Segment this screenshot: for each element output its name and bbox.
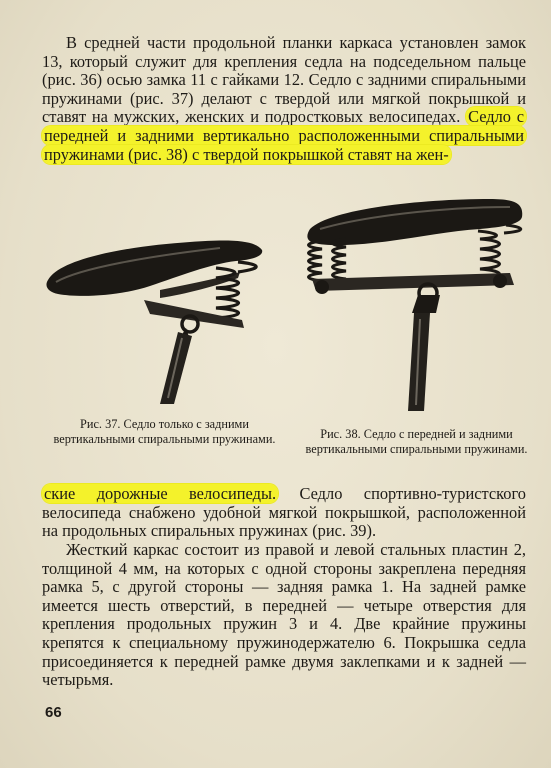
saddle-front-rear-springs-illustration: [300, 195, 530, 413]
paragraph-1: [42, 34, 526, 164]
saddle-rear-springs-illustration: [40, 228, 280, 406]
highlight-1[interactable]: Седло с передней и задними вертикально расположенными спиральными пружинами (рис. 38) с твердой покрышкой ставят на жен-: [44, 107, 525, 164]
page-number: 66: [45, 704, 62, 721]
highlight-2[interactable]: ские дорожные велосипеды.: [44, 484, 277, 503]
paragraph-1-text: В средней части продольной планки каркаса установлен замок 13, который служит для крепления седла на подседельном пальце (рис. 36) осью замка 11 с гайками 12. Седло с задними спиральными пружинами (рис. 37) делают с твердой или мягкой покрышкой и ставят на мужских, женских и подростковых велосипедах.: [42, 33, 526, 127]
paragraph-3: Жесткий каркас состоит из правой и левой стальных пластин 2, толщиной 4 мм, на которых с одной стороны закреплена передняя рамка 5, с другой стороны — задняя рамка 1. На задней рамке имеется шесть отверстий, в передней — четыре отверстия для крепления продольных пружин 3 и 4. Две крайние пружины крепятся к специальному пружинодержателю 6. Покрышка седла присоединяется к передней рамке двумя заклепками и к задней — четырьмя.: [42, 540, 526, 690]
figure-38-caption: Рис. 38. Седло с передней и задними вертикальными спиральными пружинами.: [305, 427, 528, 456]
paragraph-2-text: Седло спортивно-туристского велосипеда снабжено удобной мягкой покрышкой, расположенной на продольных спиральных пружинах (рис. 39).: [42, 484, 526, 541]
figure-37-caption: Рис. 37. Седло только с задними вертикальными спиральными пружинами.: [53, 417, 276, 446]
paragraph-2: [42, 485, 526, 541]
